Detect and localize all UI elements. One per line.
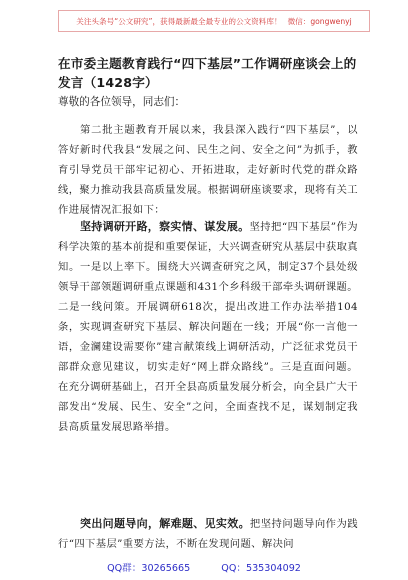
paragraph-heading: 突出问题导向，解难题、见实效。 [80, 517, 250, 530]
footer-contact [0, 560, 408, 574]
greeting: 尊敬的各位领导，同志们： [58, 96, 186, 108]
qq-number: QQ：535304092 [221, 563, 301, 574]
promo-banner [58, 10, 370, 32]
paragraph-intro: 第二批主题教育开展以来，我县深入践行“四下基层”，以答好新时代我县“发展之问、民生之问、安全之问”为抓手，教育引导党员干部牢记初心、开拓进取，走好新时代党的群众路线，聚力推动我县高质量发展。根据调研座谈要求，现将有关工作进展情况汇报如下： [58, 124, 358, 216]
paragraph-problems [58, 514, 358, 554]
banner-wechat: 微信：gongwenyj [287, 16, 352, 26]
banner-text: 关注头条号“公文研究”，获得最新最全最专业的公文资料库！ [76, 16, 282, 26]
paragraph-body: 坚持把“四下基层”作为科学决策的基本前提和重要保证，大兴调查研究从基层中获取真知。一是以上率下。围绕大兴调查研究之风，制定37个县处级领导干部领题调研重点课题和431个乡科级干部牵头调研课题。二是一线问策。开展调研618次，提出改进工作办法举措104条，实现调查研究下基层、解决问题在一线；开展“你一言他一语，金澜建设需要你”建言献策线上调研活动，广泛征求党员干部群众意见建议，切实走好“网上群众路线”。三是直面问题。在充分调研基础上，召开全县高质量发展分析会，向全县广大干部发出“发展、民生、安全”之问，全面查找不足，谋划制定我县高质量发展思路举措。 [58, 221, 358, 433]
paragraph-body: 把坚持问题导向作为践行“四下基层”重要方法，不断在发现问题、解决问 [58, 518, 358, 550]
document-title: 在市委主题教育践行“四下基层”工作调研座谈会上的发言（1428字） [58, 56, 357, 90]
paragraph-research [58, 217, 358, 437]
qq-group: QQ群：30265665 [107, 563, 191, 574]
paragraph-heading: 坚持调研开路，察实情、谋发展。 [80, 220, 250, 233]
